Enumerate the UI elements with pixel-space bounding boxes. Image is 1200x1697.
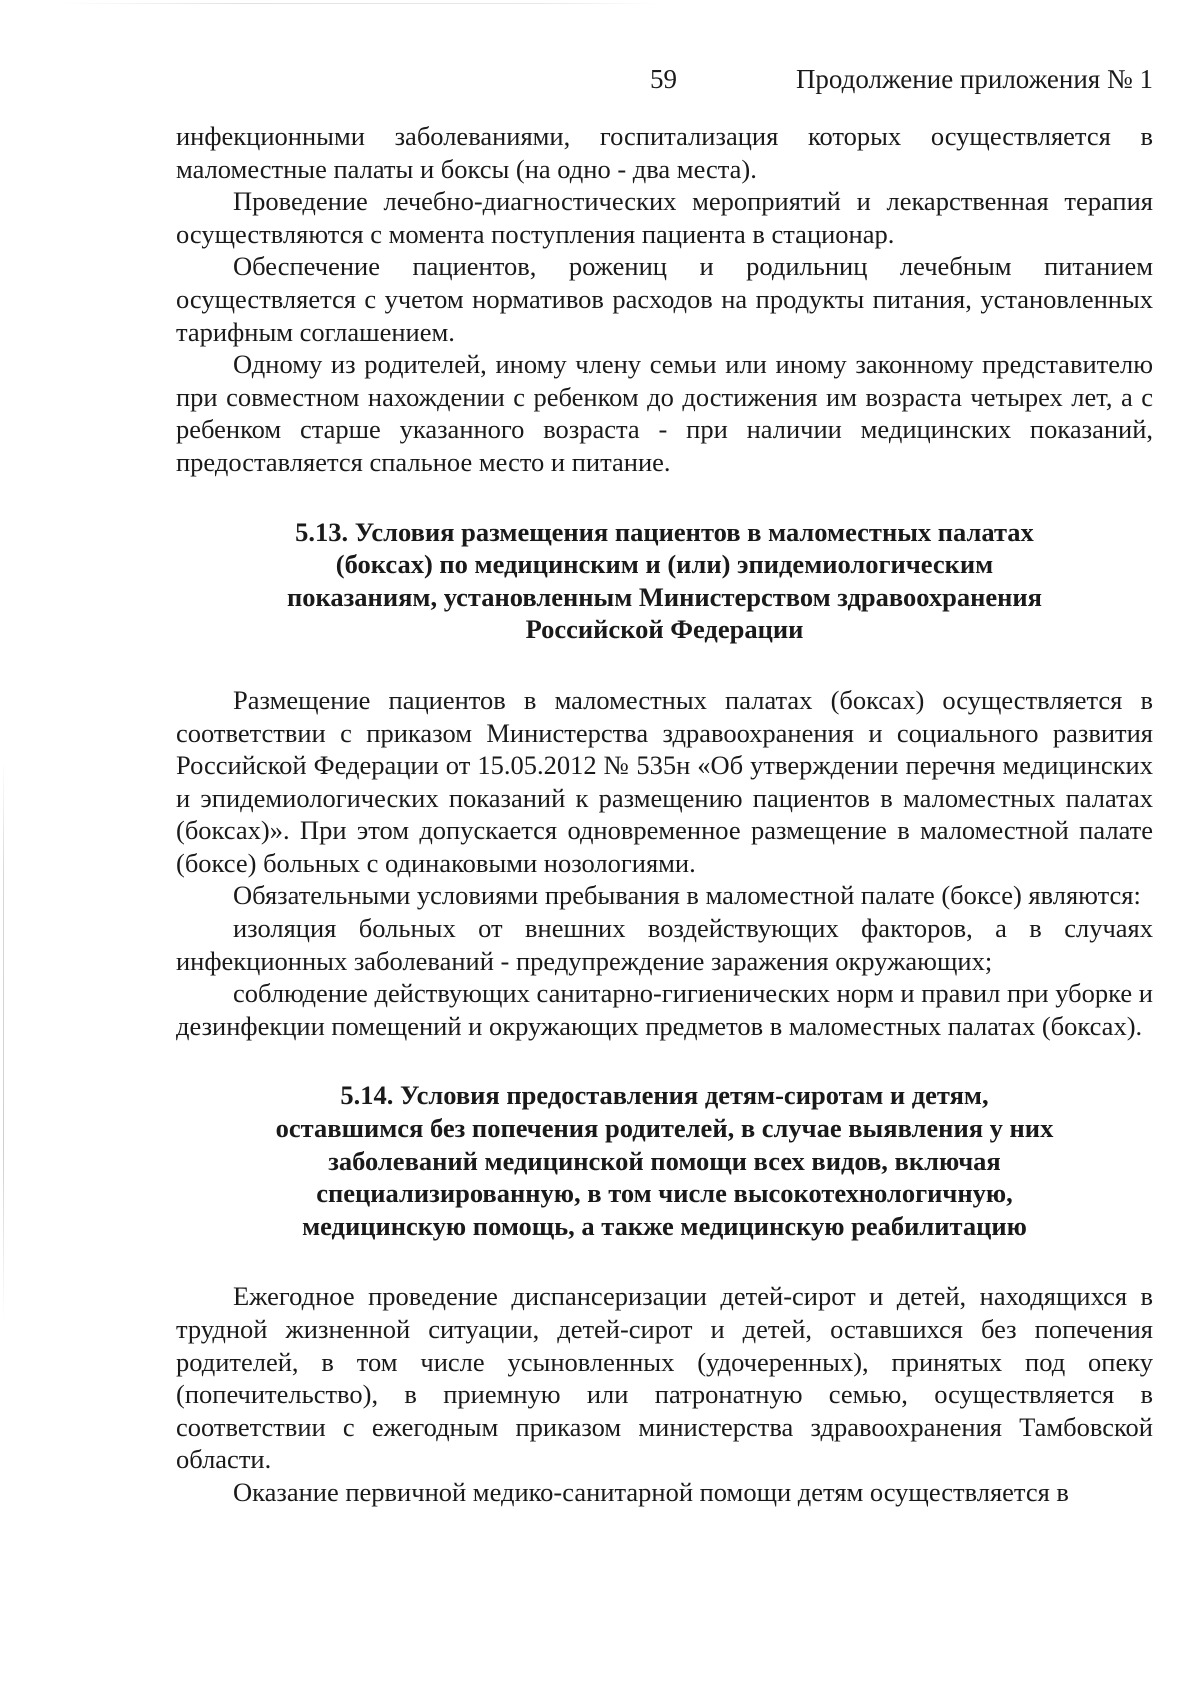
spacer xyxy=(176,1242,1153,1280)
paragraph: Размещение пациентов в маломестных палатах (боксах) осуществляется в соответствии с приказом Министерства здравоохранения и социального развития Российской Федерации от 15.05.2012 № 535н «Об утверждении перечня медицинских и эпидемиологических показаний к размещению пациентов в маломестных палатах (боксах)». При этом допускается одновременное размещение в маломестной палате (боксе) больных с одинаковыми нозологиями. xyxy=(176,684,1153,878)
heading-line: 5.13. Условия размещения пациентов в маломестных палатах xyxy=(295,516,1034,547)
paragraph: Проведение лечебно-диагностических мероприятий и лекарственная терапия осуществляются с момента поступления пациента в стационар. xyxy=(176,186,1153,249)
section-heading-5-14 xyxy=(176,1079,1153,1242)
page-header xyxy=(0,60,1200,100)
paragraph-continued: инфекционными заболеваниями, госпитализация которых осуществляется в маломестные палаты и боксы (на одно - два места). xyxy=(176,121,1153,184)
spacer xyxy=(176,1042,1153,1079)
heading-line: Российской Федерации xyxy=(525,614,804,645)
scan-artifact-top xyxy=(60,3,660,4)
paragraph: Одному из родителей, иному члену семьи или иному законному представителю при совместном нахождении с ребенком до достижения им возраста четырех лет, а с ребенком старше указанного возраста - при наличии медицинских показаний, предоставляется спальное место и питание. xyxy=(176,349,1153,477)
section-heading-5-13 xyxy=(176,516,1153,646)
page-number: 59 xyxy=(650,64,677,94)
heading-line: 5.14. Условия предоставления детям-сиротам и детям, xyxy=(340,1080,989,1111)
heading-line: медицинскую помощь, а также медицинскую реабилитацию xyxy=(302,1210,1027,1241)
heading-line: оставшимся без попечения родителей, в случае выявления у них xyxy=(275,1113,1054,1144)
paragraph: Обеспечение пациентов, рожениц и родильниц лечебным питанием осуществляется с учетом нормативов расходов на продукты питания, установленных тарифным соглашением. xyxy=(176,251,1153,347)
paragraph: изоляция больных от внешних воздействующих факторов, а в случаях инфекционных заболеваний - предупреждение заражения окружающих; xyxy=(176,913,1153,976)
appendix-continuation-label: Продолжение приложения № 1 xyxy=(795,64,1153,94)
scan-artifact-edge xyxy=(3,760,4,1320)
paragraph: Ежегодное проведение диспансеризации детей-сирот и детей, находящихся в трудной жизненной ситуации, детей-сирот и детей, оставшихся без попечения родителей, в том числе усыновленных (удочеренных), принятых под опеку (попечительство), в приемную или патронатную семью, осуществляется в соответствии с ежегодным приказом министерства здравоохранения Тамбовской области. xyxy=(176,1281,1153,1475)
paragraph-continues-next-page: Оказание первичной медико-санитарной помощи детям осуществляется в xyxy=(233,1476,1069,1507)
heading-line: (боксах) по медицинским и (или) эпидемиологическим xyxy=(335,549,994,580)
spacer xyxy=(176,646,1153,684)
spacer xyxy=(176,479,1153,516)
paragraph: Обязательными условиями пребывания в маломестной палате (боксе) являются: xyxy=(233,880,1141,911)
heading-line: специализированную, в том числе высокотехнологичную, xyxy=(316,1178,1013,1209)
paragraph: соблюдение действующих санитарно-гигиенических норм и правил при уборке и дезинфекции помещений и окружающих предметов в маломестных палатах (боксах). xyxy=(176,978,1153,1041)
heading-line: заболеваний медицинской помощи всех видов, включая xyxy=(328,1145,1001,1176)
heading-line: показаниям, установленным Министерством здравоохранения xyxy=(287,581,1042,612)
document-body xyxy=(176,120,1153,1509)
